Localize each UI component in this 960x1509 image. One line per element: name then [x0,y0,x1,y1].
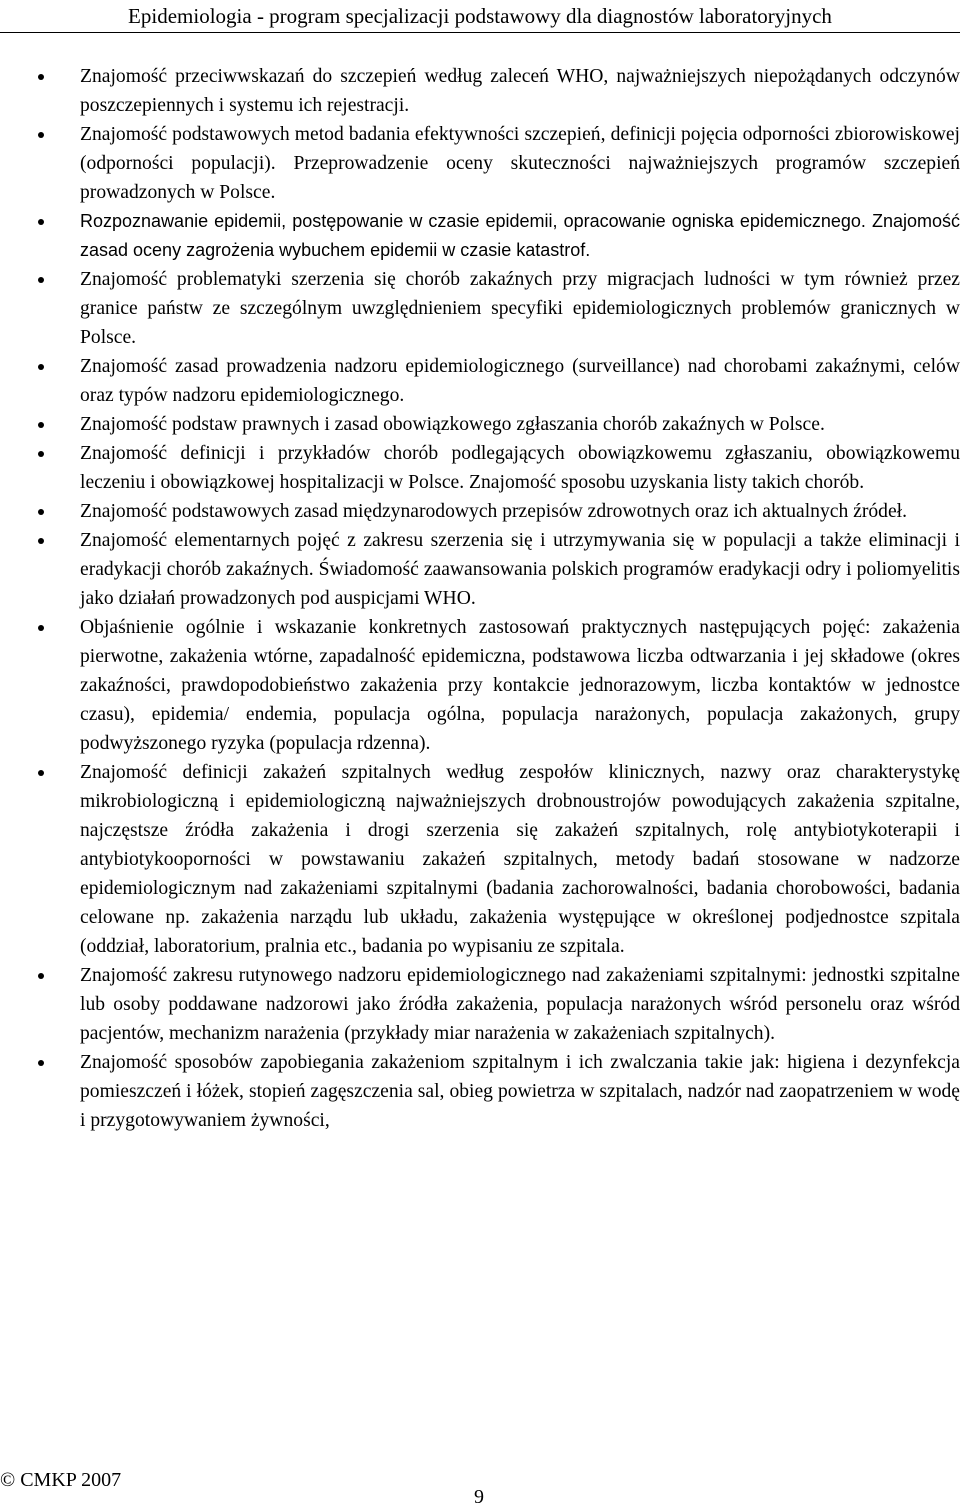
list-item [0,961,960,1048]
list-item [0,352,960,410]
bullet-icon [38,509,44,515]
list-item-text: Znajomość zasad prowadzenia nadzoru epidemiologicznego (surveillance) nad chorobami zakaźnymi, celów oraz typów nadzoru epidemiologicznego. [80,356,960,406]
list-item-text: Znajomość podstaw prawnych i zasad obowiązkowego zgłaszania chorób zakaźnych w Polsce. [80,414,825,435]
list-item [0,526,960,613]
list-item [0,758,960,961]
list-item [0,265,960,352]
list-item-text: Znajomość podstawowych metod badania efektywności szczepień, definicji pojęcia odporności zbiorowiskowej (odporności populacji). Przeprowadzenie oceny skuteczności najważniejszych programów szczepień prowadzonych w Polsce. [80,124,960,203]
list-item [0,410,960,439]
list-item [0,62,960,120]
list-item-text: Znajomość problematyki szerzenia się chorób zakaźnych przy migracjach ludności w tym również przez granice państw ze szczególnym uwzględnieniem specyfiki epidemiologicznych problemów granicznych w Polsce. [80,269,960,348]
list-item [0,207,960,265]
list-item-text: Znajomość elementarnych pojęć z zakresu szerzenia się i utrzymywania się w populacji a także eliminacji i eradykacji chorób zakaźnych. Świadomość zaawansowania polskich programów eradykacji odry i poliomyelitis jako działań prowadzonych pod auspicjami WHO. [80,530,960,609]
list-item-text: Znajomość definicji zakażeń szpitalnych według zespołów klinicznych, nazwy oraz charakterystykę mikrobiologiczną i epidemiologiczną najważniejszych drobnoustrojów powodujących zakażenia szpitalne, najczęstsze źródła zakażenia i drogi szerzenia się zakażeń szpitalnych, rolę antybiotykoterapii i antybiotykooporności w powstawaniu zakażeń szpitalnych, metody badań stosowane w nadzorze epidemiologicznym nad zakażeniami szpitalnymi (badania zachorowalności, badania chorobowości, badania celowane np. zakażenia narządu lub układu, zakażenia występujące w określonej podjednostce szpitala (oddział, laboratorium, pralnia etc., badania po wypisaniu ze szpitala. [80,762,960,957]
header-divider [0,32,960,33]
bullet-icon [38,1060,44,1066]
bullet-icon [38,132,44,138]
bullet-icon [38,219,44,225]
competency-list [0,62,960,1135]
list-item-text: Znajomość definicji i przykładów chorób podlegających obowiązkowemu zgłaszaniu, obowiązkowemu leczeniu i obowiązkowej hospitalizacji w Polsce. Znajomość sposobu uzyskania listy takich chorób. [80,443,960,493]
page-number: 9 [474,1486,484,1508]
bullet-icon [38,973,44,979]
bullet-icon [38,74,44,80]
list-item-text: Znajomość sposobów zapobiegania zakażeniom szpitalnym i ich zwalczania takie jak: higiena i dezynfekcja pomieszczeń i łóżek, stopień zagęszczenia sal, obieg powietrza w szpitalach, nadzór nad zaopatrzeniem w wodę i przygotowywaniem żywności, [80,1052,960,1131]
list-item [0,497,960,526]
bullet-icon [38,277,44,283]
bullet-icon [38,422,44,428]
bullet-icon [38,364,44,370]
list-item-text: Znajomość podstawowych zasad międzynarodowych przepisów zdrowotnych oraz ich aktualnych źródeł. [80,501,908,522]
bullet-icon [38,625,44,631]
list-item-text: Znajomość przeciwwskazań do szczepień według zaleceń WHO, najważniejszych niepożądanych odczynów poszczepiennych i systemu ich rejestracji. [80,66,960,116]
bullet-icon [38,451,44,457]
list-item-text: Objaśnienie ogólnie i wskazanie konkretnych zastosowań praktycznych następujących pojęć: zakażenia pierwotne, zakażenia wtórne, zapadalność epidemiczna, podstawowa liczba odtwarzania i jej składowe (okres zakaźności, prawdopodobieństwo zakażenia przy kontakcie jednorazowym, liczba kontaktów w jednostce czasu), epidemia/ endemia, populacja ogólna, populacja narażonych, populacja zakażonych, grupy podwyższonego ryzyka (populacja rdzenna). [80,617,960,754]
list-item [0,439,960,497]
list-item [0,120,960,207]
list-item [0,613,960,758]
list-item-text: Znajomość zakresu rutynowego nadzoru epidemiologicznego nad zakażeniami szpitalnymi: jednostki szpitalne lub osoby poddawane nadzorowi jako źródła zakażenia, populacja narażonych wśród personelu oraz wśród pacjentów, mechanizm narażenia (przykłady miar narażenia w zakażeniach szpitalnych). [80,965,960,1044]
bullet-icon [38,770,44,776]
list-item [0,1048,960,1135]
bullet-icon [38,538,44,544]
list-item-text: Rozpoznawanie epidemii, postępowanie w czasie epidemii, opracowanie ogniska epidemicznego. Znajomość zasad oceny zagrożenia wybuchem epidemii w czasie katastrof. [80,211,960,260]
running-header: Epidemiologia - program specjalizacji podstawowy dla diagnostów laboratoryjnych [128,4,832,28]
footer-copyright: © CMKP 2007 [0,1469,122,1491]
